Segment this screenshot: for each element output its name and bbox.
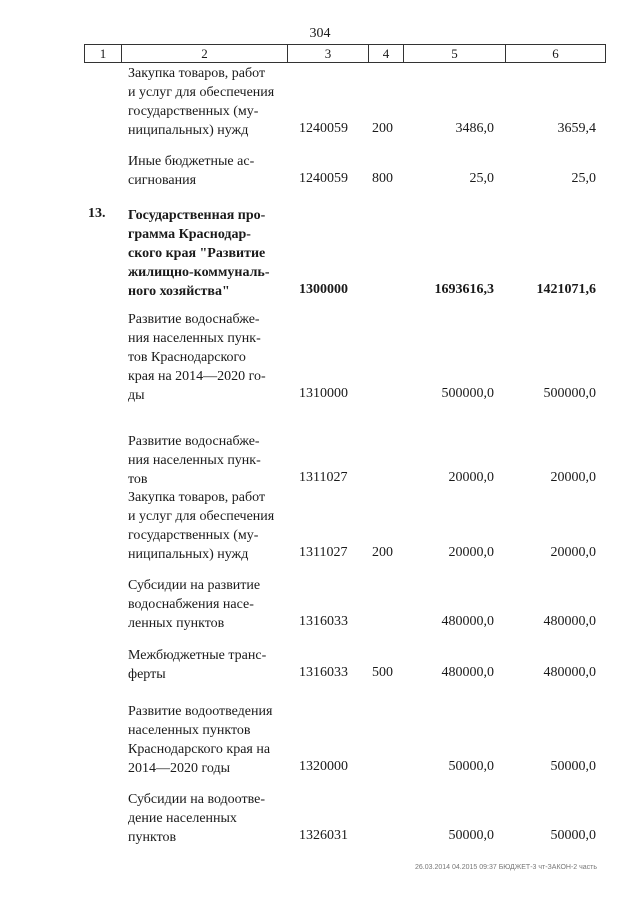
row-name-line: Развитие водоснабже- [128,312,260,327]
row-name-line: Субсидии на развитие [128,578,261,593]
row-name-line: Закупка товаров, работ [128,490,266,505]
row-name [128,576,282,633]
row-value-col5: 50000,0 [448,759,494,774]
row-value-col5: 500000,0 [441,386,494,401]
column-header-5: 5 [404,45,506,62]
row-name [128,646,282,684]
row-name-line: Развитие водоснабже- [128,434,260,449]
row-name-line: края на 2014—2020 го- [128,369,266,384]
column-header-6: 6 [552,46,559,61]
row-value-col5: 25,0 [469,171,494,186]
row-name [128,790,282,847]
row-name-line: Субсидии на водоотве- [128,792,266,807]
row-value-col5: 20000,0 [448,545,494,560]
row-expense-type: 800 [372,171,393,186]
row-name-line: жилищно-коммуналь- [128,265,270,280]
row-value-col5: 480000,0 [441,614,494,629]
row-value-col5: 20000,0 [448,470,494,485]
row-value-col6: 50000,0 [550,828,596,843]
column-header-row [84,44,606,63]
row-code: 1320000 [299,759,348,774]
row-name-line: Межбюджетные транс- [128,648,267,663]
document-footer: 26.03.2014 04.2015 09:37 БЮДЖЕТ-3 чт-ЗАКОН-2 часть [415,864,598,871]
row-name-line: водоснабжения насе- [128,597,254,612]
row-name-line: 2014—2020 годы [128,761,231,776]
row-expense-type: 200 [372,121,393,136]
row-name-line: государственных (му- [128,528,259,543]
row-value-col6: 25,0 [571,171,596,186]
row-code: 1300000 [299,282,348,297]
row-code: 1311027 [299,470,348,485]
row-code: 1316033 [299,665,348,680]
page-number: 304 [309,26,331,41]
row-value-col5: 3486,0 [455,121,494,136]
row-name-line: Краснодарского края на [128,742,271,757]
row-expense-type: 500 [372,665,393,680]
row-value-col6: 480000,0 [543,665,596,680]
row-name [128,64,282,140]
row-name [128,702,282,778]
row-expense-type: 200 [372,545,393,560]
row-name-line: Развитие водоотведения [128,704,273,719]
row-name-line: ленных пунктов [128,616,225,631]
column-header-3: 3 [288,45,369,62]
row-value-col6: 50000,0 [550,759,596,774]
row-name-line: ского края "Развитие [128,246,266,261]
row-value-col5: 50000,0 [448,828,494,843]
row-code: 1326031 [299,828,348,843]
row-name-line: ния населенных пунк- [128,331,261,346]
row-code: 1240059 [299,121,348,136]
row-name-line: населенных пунктов [128,723,251,738]
column-header-4: 4 [369,45,404,62]
row-name-line: тов [128,472,148,487]
row-name-line: грамма Краснодар- [128,227,251,242]
row-name-line: пунктов [128,830,177,845]
row-name-line: тов Краснодарского [128,350,246,365]
row-value-col6: 20000,0 [550,470,596,485]
row-code: 1240059 [299,171,348,186]
row-code: 1311027 [299,545,348,560]
row-value-col6: 500000,0 [543,386,596,401]
row-name-line: сигнования [128,173,197,188]
row-value-col5: 1693616,3 [434,282,494,297]
column-header-1: 1 [85,45,122,62]
row-number: 13. [88,206,106,221]
row-value-col6: 20000,0 [550,545,596,560]
row-value-col6: 1421071,6 [536,282,596,297]
row-name-line: ниципальных) нужд [128,547,249,562]
row-name [128,206,282,301]
row-name-line: государственных (му- [128,104,259,119]
row-name-line: ния населенных пунк- [128,453,261,468]
row-value-col6: 480000,0 [543,614,596,629]
row-name [128,310,282,405]
row-value-col6: 3659,4 [557,121,596,136]
row-code: 1310000 [299,386,348,401]
row-code: 1316033 [299,614,348,629]
row-name-line: и услуг для обеспечения [128,85,275,100]
row-name-line: ферты [128,667,166,682]
row-value-col5: 480000,0 [441,665,494,680]
row-name [128,432,282,489]
row-name-line: ды [128,388,145,403]
row-name-line: дение населенных [128,811,237,826]
row-name-line: Государственная про- [128,208,266,223]
row-name-line: Закупка товаров, работ [128,66,266,81]
column-header-2: 2 [122,45,288,62]
row-name [128,152,282,190]
row-name [128,488,282,564]
row-name-line: ниципальных) нужд [128,123,249,138]
row-name-line: и услуг для обеспечения [128,509,275,524]
row-name-line: ного хозяйства" [128,284,230,299]
row-name-line: Иные бюджетные ас- [128,154,255,169]
